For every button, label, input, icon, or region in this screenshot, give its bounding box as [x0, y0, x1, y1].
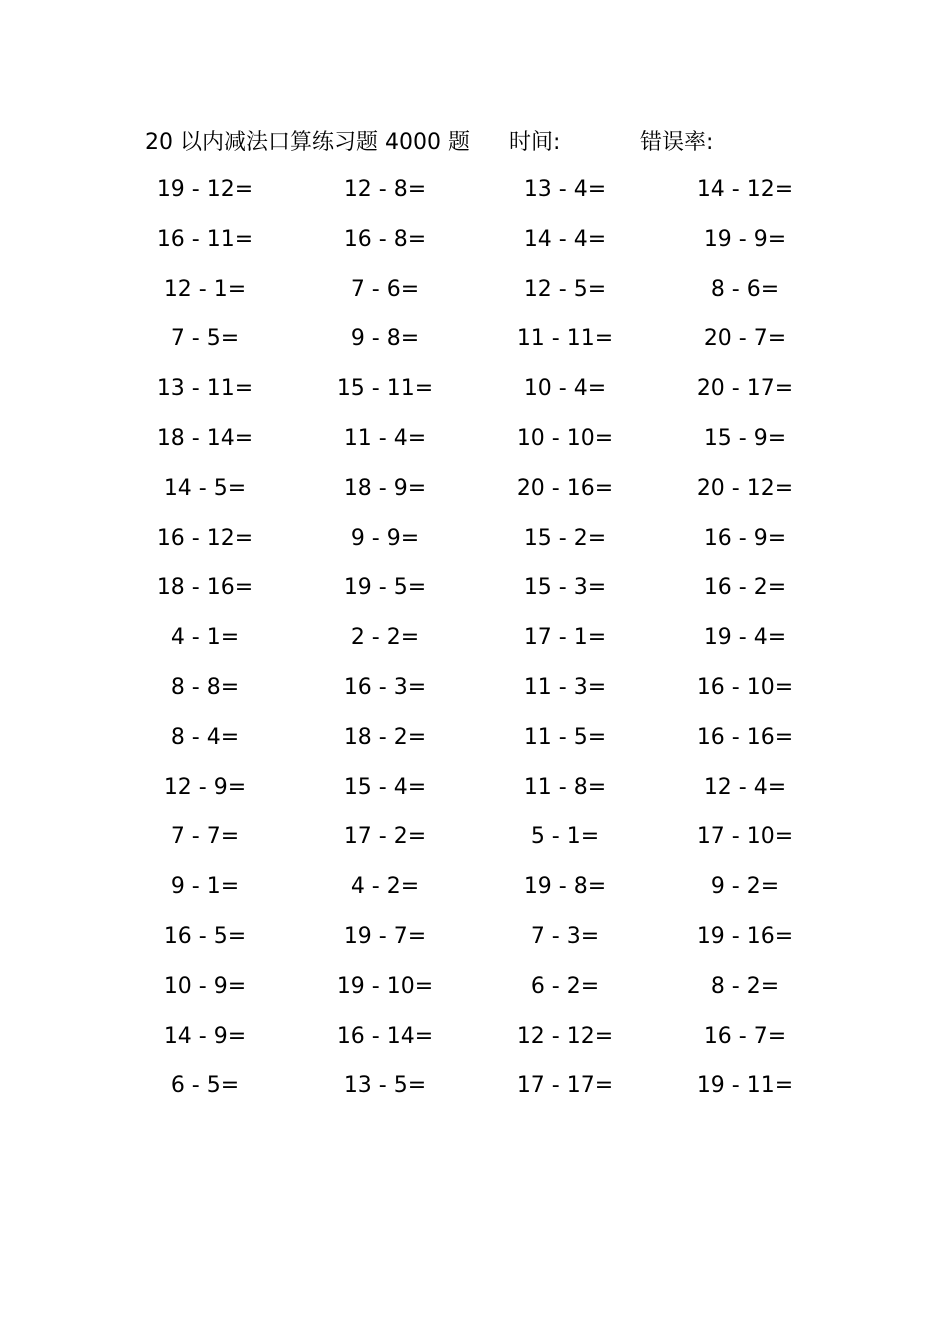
problem-item: 20 - 7=	[703, 326, 787, 352]
problem-row	[125, 421, 845, 471]
error-rate-label: 错误率:	[640, 130, 714, 155]
problem-row	[125, 471, 845, 521]
problem-row	[125, 1068, 845, 1118]
problem-item: 17 - 17=	[516, 1073, 614, 1099]
problem-item: 20 - 16=	[516, 475, 614, 501]
problem-row	[125, 869, 845, 919]
problem-item: 16 - 2=	[703, 575, 787, 601]
problem-row	[125, 172, 845, 222]
problem-row	[125, 570, 845, 620]
problem-item: 16 - 12=	[156, 525, 254, 551]
problem-item: 11 - 8=	[523, 774, 607, 800]
problem-item: 15 - 9=	[703, 425, 787, 451]
problem-item: 8 - 2=	[710, 973, 780, 999]
problem-grid	[125, 172, 845, 1118]
problem-item: 8 - 4=	[170, 724, 240, 750]
time-label: 时间:	[509, 130, 561, 155]
problem-item: 16 - 5=	[163, 923, 247, 949]
problem-item: 16 - 16=	[696, 724, 794, 750]
problem-item: 19 - 16=	[696, 923, 794, 949]
problem-item: 11 - 3=	[523, 674, 607, 700]
problem-row	[125, 720, 845, 770]
problem-item: 18 - 9=	[343, 475, 427, 501]
worksheet-header	[145, 126, 845, 160]
problem-item: 4 - 2=	[350, 874, 420, 900]
worksheet-title: 20 以内减法口算练习题 4000 题	[145, 130, 470, 155]
problem-item: 15 - 4=	[343, 774, 427, 800]
problem-item: 12 - 9=	[163, 774, 247, 800]
problem-item: 2 - 2=	[350, 625, 420, 651]
problem-row	[125, 969, 845, 1019]
problem-row	[125, 670, 845, 720]
problem-item: 12 - 4=	[703, 774, 787, 800]
problem-item: 6 - 5=	[170, 1073, 240, 1099]
problem-item: 19 - 12=	[156, 177, 254, 202]
problem-item: 17 - 10=	[696, 824, 794, 850]
problem-row	[125, 521, 845, 571]
problem-item: 16 - 10=	[696, 674, 794, 700]
problem-item: 7 - 3=	[530, 923, 600, 949]
problem-item: 12 - 8=	[343, 177, 427, 202]
problem-item: 11 - 11=	[516, 326, 614, 352]
problem-item: 10 - 10=	[516, 425, 614, 451]
problem-item: 19 - 7=	[343, 923, 427, 949]
problem-row	[125, 620, 845, 670]
problem-item: 19 - 8=	[523, 874, 607, 900]
problem-row	[125, 222, 845, 272]
problem-item: 6 - 2=	[530, 973, 600, 999]
problem-row	[125, 371, 845, 421]
problem-item: 19 - 4=	[703, 625, 787, 651]
problem-item: 9 - 2=	[710, 874, 780, 900]
problem-item: 9 - 9=	[350, 525, 420, 551]
problem-item: 17 - 1=	[523, 625, 607, 651]
problem-item: 19 - 11=	[696, 1073, 794, 1099]
problem-item: 15 - 2=	[523, 525, 607, 551]
problem-item: 16 - 11=	[156, 226, 254, 252]
problem-row	[125, 272, 845, 322]
problem-item: 10 - 9=	[163, 973, 247, 999]
problem-item: 8 - 6=	[710, 276, 780, 302]
problem-item: 16 - 3=	[343, 674, 427, 700]
problem-row	[125, 321, 845, 371]
problem-item: 12 - 12=	[516, 1023, 614, 1049]
problem-item: 5 - 1=	[530, 824, 600, 850]
problem-row	[125, 770, 845, 820]
problem-item: 14 - 5=	[163, 475, 247, 501]
problem-item: 10 - 4=	[523, 376, 607, 402]
problem-item: 16 - 9=	[703, 525, 787, 551]
problem-item: 7 - 5=	[170, 326, 240, 352]
problem-item: 19 - 5=	[343, 575, 427, 601]
problem-item: 8 - 8=	[170, 674, 240, 700]
problem-item: 15 - 3=	[523, 575, 607, 601]
problem-item: 15 - 11=	[336, 376, 434, 402]
problem-item: 18 - 2=	[343, 724, 427, 750]
problem-item: 18 - 16=	[156, 575, 254, 601]
problem-item: 18 - 14=	[156, 425, 254, 451]
problem-item: 7 - 7=	[170, 824, 240, 850]
problem-item: 13 - 4=	[523, 177, 607, 202]
problem-item: 20 - 17=	[696, 376, 794, 402]
problem-item: 11 - 5=	[523, 724, 607, 750]
problem-item: 20 - 12=	[696, 475, 794, 501]
problem-item: 4 - 1=	[170, 625, 240, 651]
problem-item: 19 - 9=	[703, 226, 787, 252]
problem-row	[125, 819, 845, 869]
problem-item: 17 - 2=	[343, 824, 427, 850]
problem-item: 12 - 5=	[523, 276, 607, 302]
problem-item: 13 - 11=	[156, 376, 254, 402]
problem-item: 19 - 10=	[336, 973, 434, 999]
problem-row	[125, 919, 845, 969]
problem-item: 16 - 7=	[703, 1023, 787, 1049]
problem-item: 16 - 8=	[343, 226, 427, 252]
problem-item: 9 - 8=	[350, 326, 420, 352]
problem-item: 16 - 14=	[336, 1023, 434, 1049]
problem-item: 11 - 4=	[343, 425, 427, 451]
problem-item: 7 - 6=	[350, 276, 420, 302]
problem-item: 14 - 9=	[163, 1023, 247, 1049]
problem-row	[125, 1019, 845, 1069]
problem-item: 14 - 12=	[696, 177, 794, 202]
problem-item: 12 - 1=	[163, 276, 247, 302]
problem-item: 9 - 1=	[170, 874, 240, 900]
problem-item: 13 - 5=	[343, 1073, 427, 1099]
problem-item: 14 - 4=	[523, 226, 607, 252]
